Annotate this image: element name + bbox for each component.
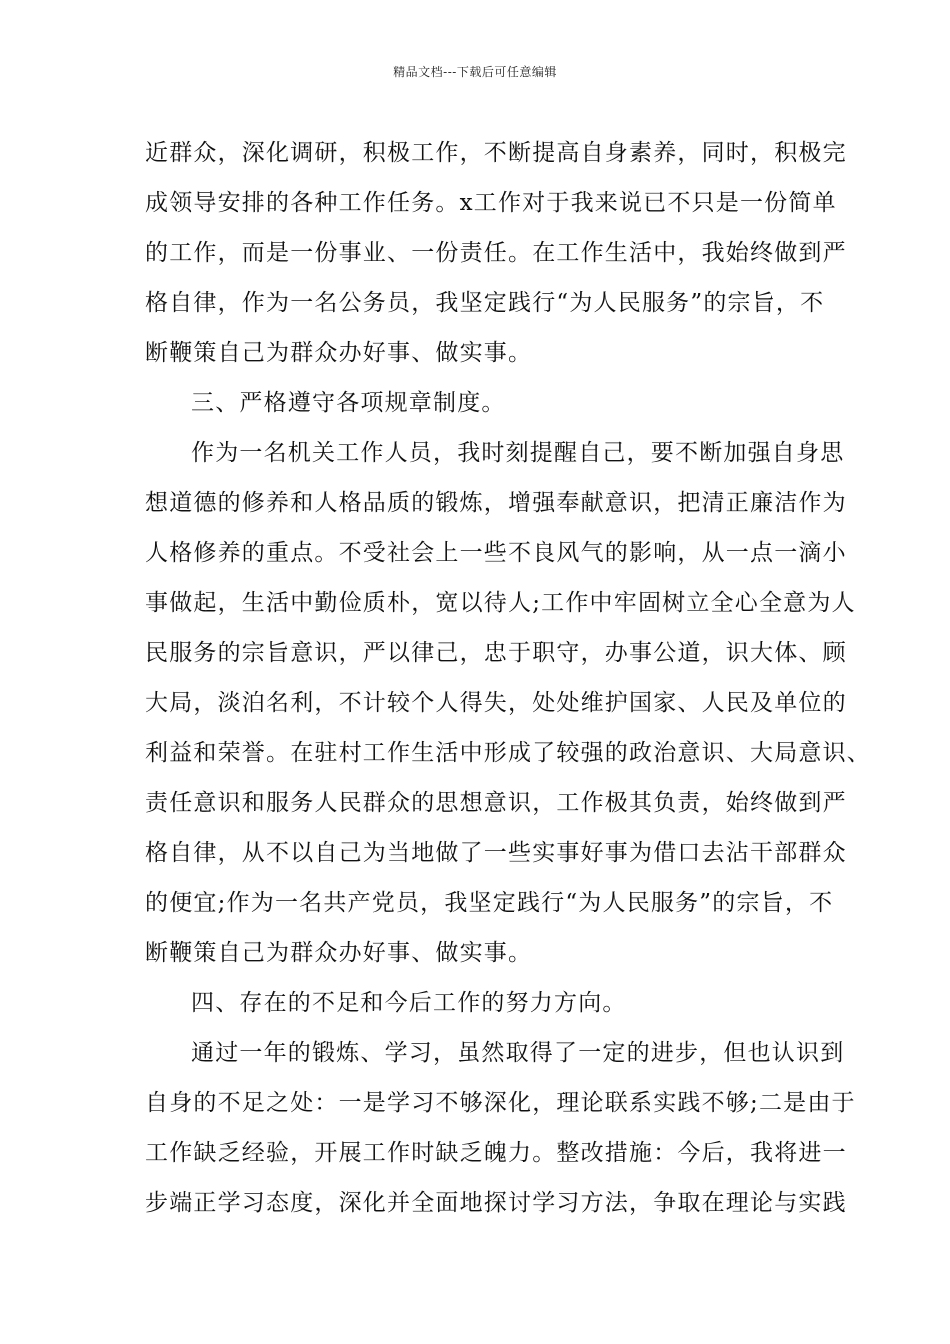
text-line: 断鞭策自己为群众办好事、做实事。 — [145, 940, 533, 966]
text-line: 断鞭策自己为群众办好事、做实事。 — [145, 340, 533, 366]
paragraph-start-line: 通过一年的锻炼、学习，虽然取得了一定的进步，但也认识到 — [191, 1040, 845, 1066]
text-line: 事做起，生活中勤俭质朴，宽以待人;工作中牢固树立全心全意为人 — [145, 590, 856, 616]
text-line: 人格修养的重点。不受社会上一些不良风气的影响，从一点一滴小 — [145, 540, 847, 566]
text-line: 近群众，深化调研，积极工作，不断提高自身素养，同时，积极完 — [145, 140, 847, 166]
text-line: 格自律，从不以自己为当地做了一些实事好事为借口去沾干部群众 — [145, 840, 847, 866]
text-line: 的工作，而是一份事业、一份责任。在工作生活中，我始终做到严 — [145, 240, 847, 266]
text-line: 格自律，作为一名公务员，我坚定践行“为人民服务”的宗旨，不 — [145, 290, 825, 316]
text-line: 的便宜;作为一名共产党员，我坚定践行“为人民服务”的宗旨，不 — [145, 890, 834, 916]
text-line: 民服务的宗旨意识，严以律己，忠于职守，办事公道，识大体、顾 — [145, 640, 847, 666]
text-line: 利益和荣誉。在驻村工作生活中形成了较强的政治意识、大局意识、 — [145, 740, 871, 766]
text-line: 想道德的修养和人格品质的锻炼，增强奉献意识，把清正廉洁作为 — [145, 490, 847, 516]
text-line: 成领导安排的各种工作任务。x工作对于我来说已不只是一份简单 — [145, 190, 837, 216]
text-line: 工作缺乏经验，开展工作时缺乏魄力。整改措施：今后，我将进一 — [145, 1140, 847, 1166]
text-line: 责任意识和服务人民群众的思想意识，工作极其负责，始终做到严 — [145, 790, 847, 816]
section-heading: 四、存在的不足和今后工作的努力方向。 — [191, 990, 627, 1016]
text-line: 大局，淡泊名利，不计较个人得失，处处维护国家、人民及单位的 — [145, 690, 847, 716]
paragraph-start-line: 作为一名机关工作人员，我时刻提醒自己，要不断加强自身思 — [191, 440, 845, 466]
section-heading: 三、严格遵守各项规章制度。 — [191, 390, 506, 416]
page-header: 精品文档---下载后可任意编辑 — [393, 65, 557, 79]
body-text — [145, 128, 871, 1228]
text-line: 自身的不足之处：一是学习不够深化，理论联系实践不够;二是由于 — [145, 1090, 856, 1116]
text-line: 步端正学习态度，深化并全面地探讨学习方法，争取在理论与实践 — [145, 1190, 847, 1216]
